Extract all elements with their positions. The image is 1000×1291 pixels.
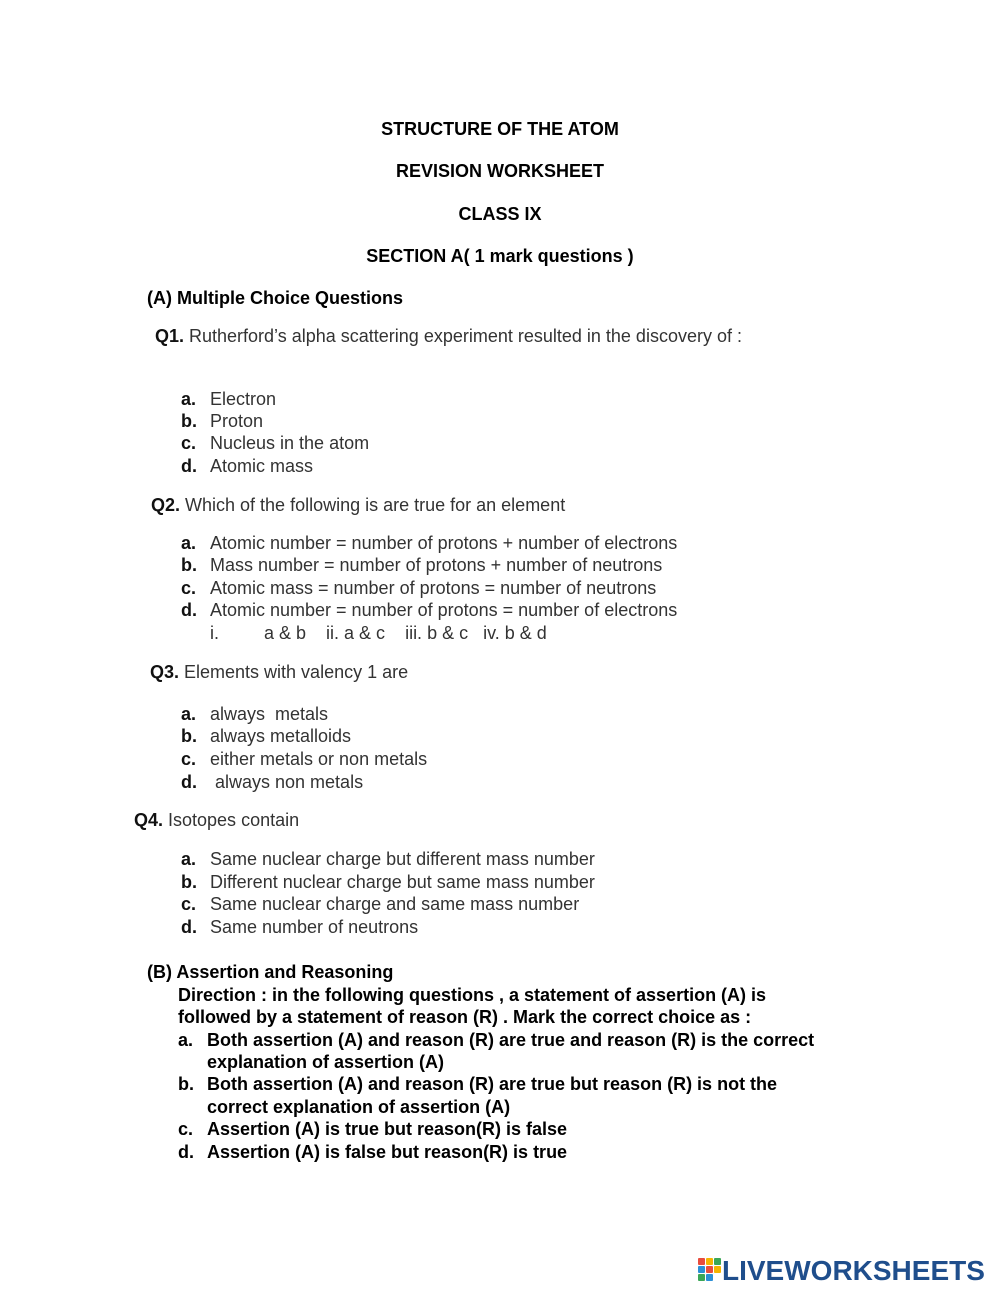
question-text: Which of the following is are true for an element xyxy=(180,495,566,515)
option-letter: b. xyxy=(181,872,197,892)
direction-line-2: followed by a statement of reason (R) . Mark the correct choice as : xyxy=(178,1007,752,1027)
question-label: Q1. xyxy=(155,326,185,346)
option-row[interactable] xyxy=(181,554,801,576)
assertion-option-letter: c. xyxy=(178,1119,194,1139)
option-text: Nucleus in the atom xyxy=(210,433,370,453)
question-4 xyxy=(134,809,299,831)
question-1 xyxy=(155,325,742,347)
mcq-heading: (A) Multiple Choice Questions xyxy=(147,288,404,308)
option-row[interactable] xyxy=(181,748,781,770)
option-letter: d. xyxy=(181,772,197,792)
question-text: Elements with valency 1 are xyxy=(179,662,409,682)
option-letter: c. xyxy=(181,433,197,453)
option-text: Same nuclear charge but different mass number xyxy=(210,849,595,869)
assertion-option-text[interactable]: Both assertion (A) and reason (R) are true and reason (R) is the correct xyxy=(207,1030,815,1050)
question-label: Q3. xyxy=(150,662,180,682)
option-row[interactable] xyxy=(181,725,781,747)
assertion-option-letter: d. xyxy=(178,1142,194,1162)
worksheet-title: STRUCTURE OF THE ATOM xyxy=(381,119,619,139)
question-2 xyxy=(151,494,565,516)
option-row[interactable] xyxy=(181,703,781,725)
option-letter: c. xyxy=(181,578,197,598)
assertion-option-text[interactable]: Assertion (A) is true but reason(R) is false xyxy=(207,1119,568,1139)
section-label: SECTION A( 1 mark questions ) xyxy=(366,246,634,266)
assertion-option-letter: a. xyxy=(178,1030,194,1050)
option-letter: a. xyxy=(181,533,197,553)
option-text: Atomic number = number of protons + number of electrons xyxy=(210,533,678,553)
option-text: Atomic mass xyxy=(210,456,314,476)
direction-line-1: Direction : in the following questions , a statement of assertion (A) is xyxy=(178,985,767,1005)
option-letter: b. xyxy=(181,726,197,746)
option-text: Atomic mass = number of protons = number of neutrons xyxy=(210,578,657,598)
option-letter: d. xyxy=(181,456,197,476)
class-label: CLASS IX xyxy=(458,204,542,224)
option-row[interactable] xyxy=(181,893,781,915)
option-row[interactable] xyxy=(181,771,781,793)
option-text: Atomic number = number of protons = number of electrons xyxy=(210,600,678,620)
liveworksheets-logo-icon xyxy=(698,1258,722,1282)
option-text: either metals or non metals xyxy=(210,749,428,769)
option-row[interactable] xyxy=(181,388,781,410)
option-text: always metals xyxy=(210,704,329,724)
option-row[interactable] xyxy=(181,848,781,870)
option-letter: b. xyxy=(181,411,197,431)
option-letter: a. xyxy=(181,849,197,869)
option-letter: c. xyxy=(181,894,197,914)
assertion-option-letter: b. xyxy=(178,1074,194,1094)
roman-choices: i. a & b ii. a & c iii. b & c iv. b & d xyxy=(210,623,547,643)
option-row[interactable] xyxy=(181,532,801,554)
option-row[interactable] xyxy=(181,455,781,477)
worksheet-subtitle: REVISION WORKSHEET xyxy=(395,161,605,181)
option-letter: a. xyxy=(181,704,197,724)
option-text: Proton xyxy=(210,411,264,431)
question-label: Q4. xyxy=(134,810,164,830)
option-text: Mass number = number of protons + number of neutrons xyxy=(210,555,663,575)
option-text: Same nuclear charge and same mass number xyxy=(210,894,580,914)
option-row[interactable] xyxy=(181,410,781,432)
assertion-option-text[interactable]: Assertion (A) is false but reason(R) is true xyxy=(207,1142,568,1162)
assertion-option-text[interactable]: Both assertion (A) and reason (R) are true but reason (R) is not the xyxy=(207,1074,778,1094)
option-row[interactable] xyxy=(181,871,781,893)
assertion-heading: (B) Assertion and Reasoning xyxy=(147,962,394,982)
option-letter: a. xyxy=(181,389,197,409)
assertion-option-text-cont: correct explanation of assertion (A) xyxy=(207,1097,511,1117)
option-letter: d. xyxy=(181,917,197,937)
question-label: Q2. xyxy=(151,495,181,515)
option-letter: c. xyxy=(181,749,197,769)
option-row[interactable] xyxy=(181,916,781,938)
question-text: Rutherford’s alpha scattering experiment resulted in the discovery of : xyxy=(184,326,742,346)
option-letter: b. xyxy=(181,555,197,575)
option-text: Electron xyxy=(210,389,277,409)
option-text: Different nuclear charge but same mass number xyxy=(210,872,595,892)
option-text: always metalloids xyxy=(210,726,352,746)
question-3 xyxy=(150,661,408,683)
assertion-option-text-cont: explanation of assertion (A) xyxy=(207,1052,445,1072)
option-text: Same number of neutrons xyxy=(210,917,419,937)
option-row[interactable] xyxy=(181,432,781,454)
option-row[interactable] xyxy=(181,599,801,621)
logo-text: LIVEWORKSHEETS xyxy=(722,1255,985,1286)
question-text: Isotopes contain xyxy=(163,810,300,830)
option-letter: d. xyxy=(181,600,197,620)
option-row[interactable] xyxy=(181,577,801,599)
option-text: always non metals xyxy=(210,772,364,792)
